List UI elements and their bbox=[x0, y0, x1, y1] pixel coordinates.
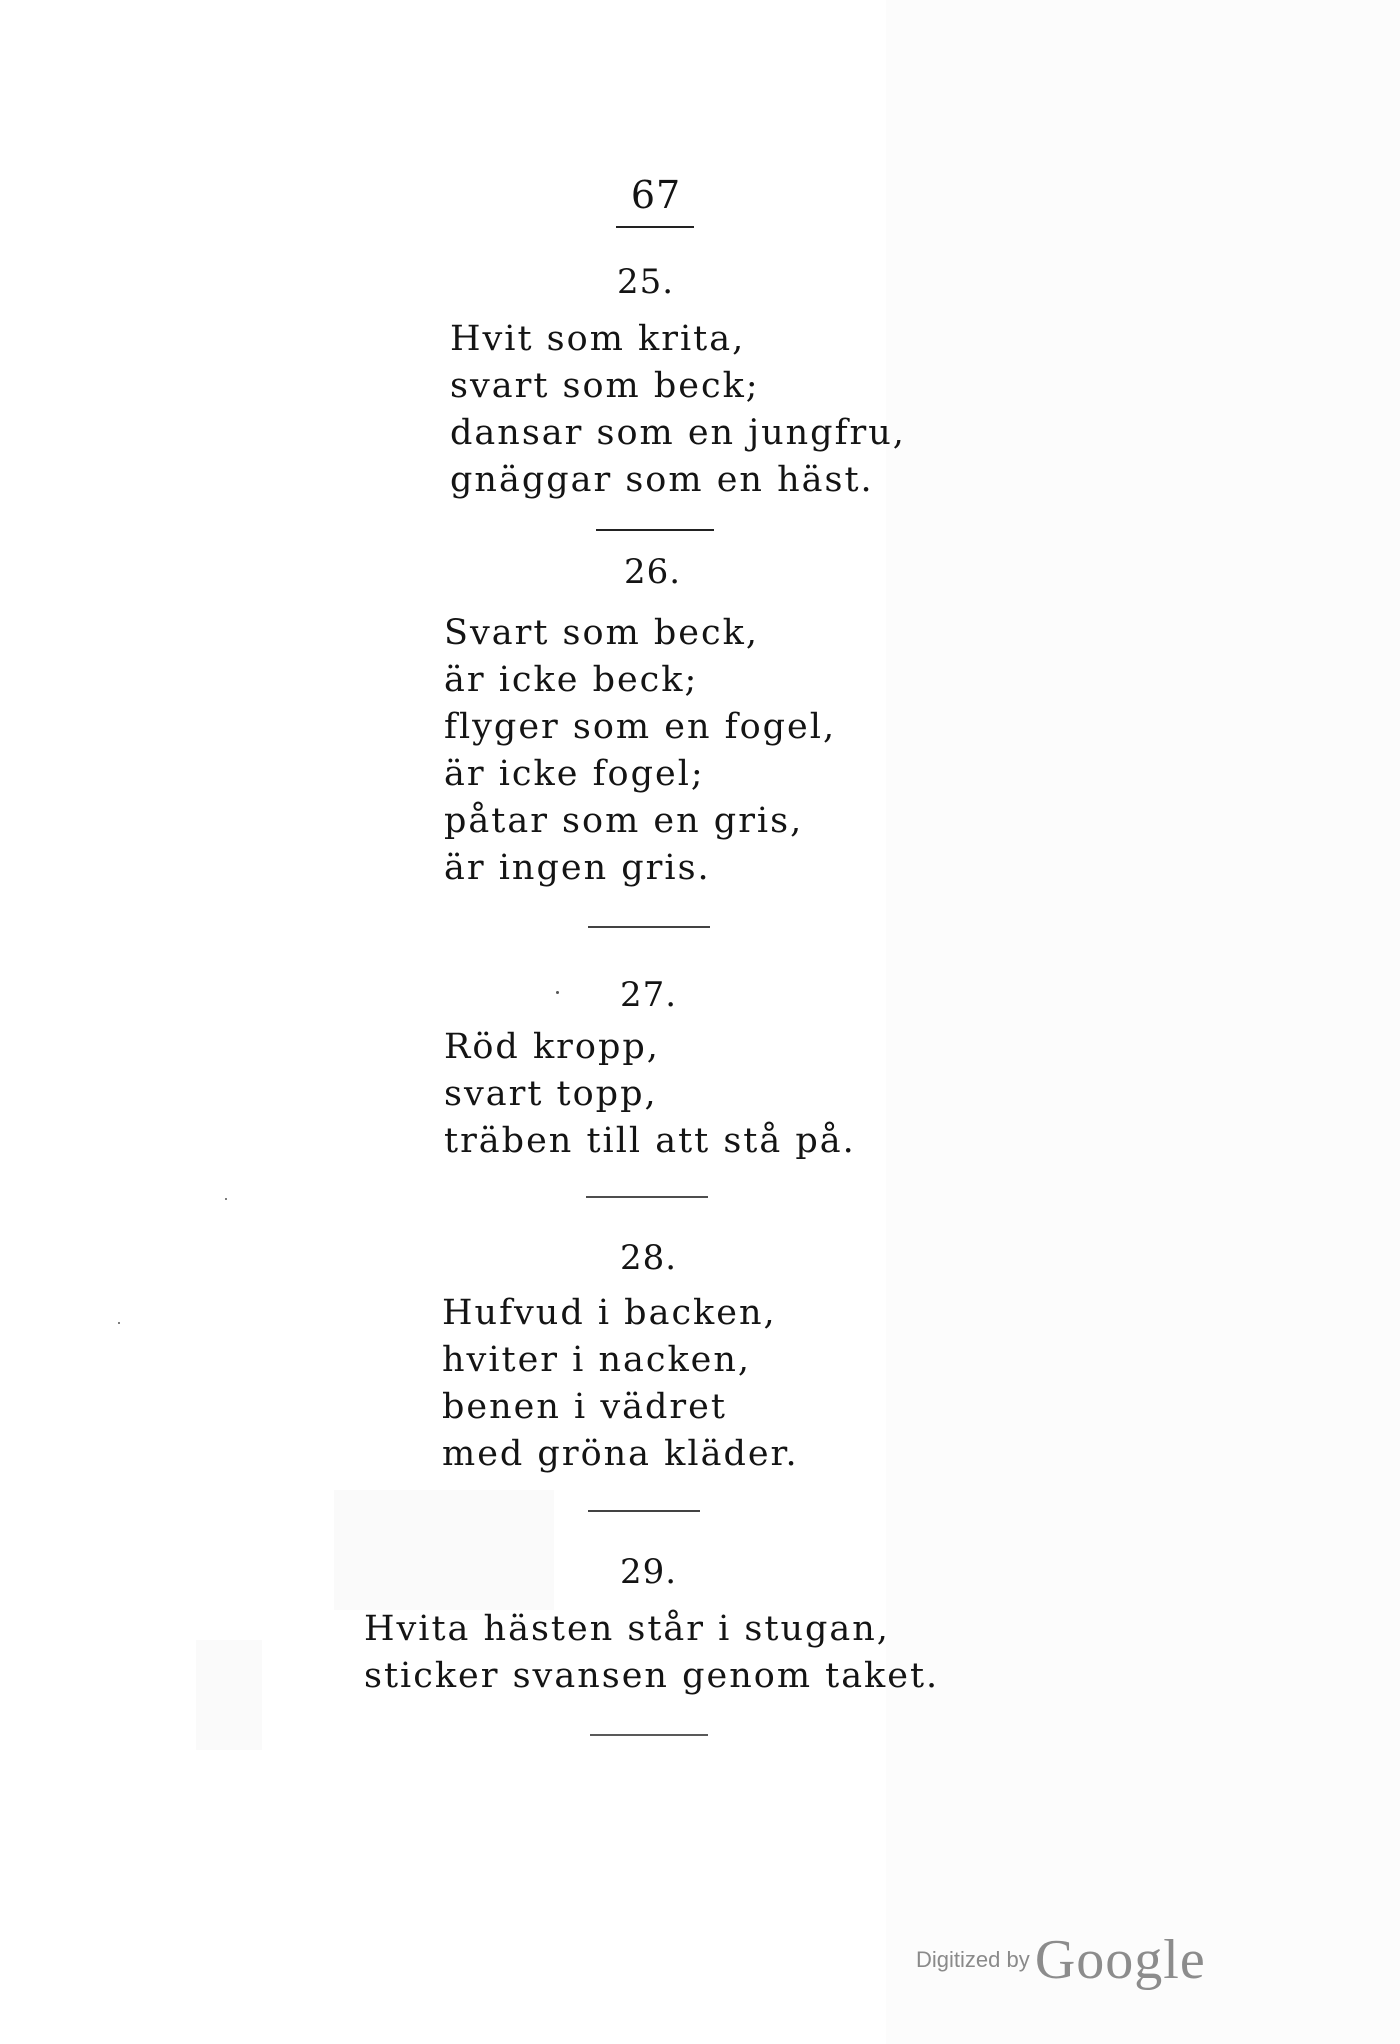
riddle-line: Hvita hästen står i stugan, bbox=[364, 1609, 890, 1649]
riddle-divider bbox=[588, 1510, 700, 1512]
riddle-lines bbox=[364, 1606, 939, 1700]
riddle-line: Hvit som krita, bbox=[450, 319, 746, 359]
riddle-line: svart topp, bbox=[444, 1074, 658, 1114]
riddle-line: är icke fogel; bbox=[444, 754, 705, 794]
riddle-line: benen i vädret bbox=[442, 1387, 727, 1427]
google-logo: Google bbox=[1034, 1929, 1206, 1991]
riddle-divider bbox=[586, 1196, 708, 1198]
riddle-divider bbox=[588, 926, 710, 928]
digitized-by-google-watermark bbox=[916, 1928, 1206, 1992]
riddle-lines bbox=[442, 1290, 799, 1478]
riddle-number: 27. bbox=[620, 975, 678, 1015]
riddle-line: är icke beck; bbox=[444, 660, 699, 700]
watermark-prefix: Digitized by bbox=[916, 1947, 1030, 1972]
riddle-line: Svart som beck, bbox=[444, 613, 759, 653]
riddle-lines bbox=[444, 610, 836, 892]
riddle-line: sticker svansen genom taket. bbox=[364, 1656, 940, 1696]
riddle-divider bbox=[596, 529, 714, 531]
print-speck bbox=[556, 991, 559, 994]
riddle-line: svart som beck; bbox=[450, 366, 760, 406]
riddle-number: 26. bbox=[624, 552, 682, 592]
riddle-line: träben till att stå på. bbox=[444, 1121, 856, 1161]
print-speck bbox=[225, 1198, 227, 1200]
scan-shadow-right bbox=[886, 0, 1400, 2044]
print-speck bbox=[118, 1322, 120, 1324]
riddle-line: Röd kropp, bbox=[444, 1027, 660, 1067]
riddle-line: är ingen gris. bbox=[444, 848, 711, 888]
riddle-line: med gröna kläder. bbox=[442, 1434, 799, 1474]
page-number: 67 bbox=[630, 173, 682, 217]
riddle-number: 25. bbox=[617, 262, 675, 302]
riddle-divider bbox=[590, 1734, 708, 1736]
riddle-number: 28. bbox=[620, 1238, 678, 1278]
riddle-number: 29. bbox=[620, 1552, 678, 1592]
riddle-line: Hufvud i backen, bbox=[442, 1293, 777, 1333]
riddle-line: flyger som en fogel, bbox=[444, 707, 837, 747]
riddle-lines bbox=[444, 1024, 856, 1165]
riddle-line: påtar som en gris, bbox=[444, 801, 804, 841]
riddle-line: hviter i nacken, bbox=[442, 1340, 752, 1380]
scan-shadow-left-block bbox=[196, 1640, 262, 1750]
riddle-line: dansar som en jungfru, bbox=[450, 413, 906, 453]
scan-shadow-mid-block bbox=[334, 1490, 554, 1610]
riddle-lines bbox=[450, 316, 906, 504]
riddle-line: gnäggar som en häst. bbox=[450, 460, 874, 500]
page-number-rule bbox=[616, 226, 694, 228]
